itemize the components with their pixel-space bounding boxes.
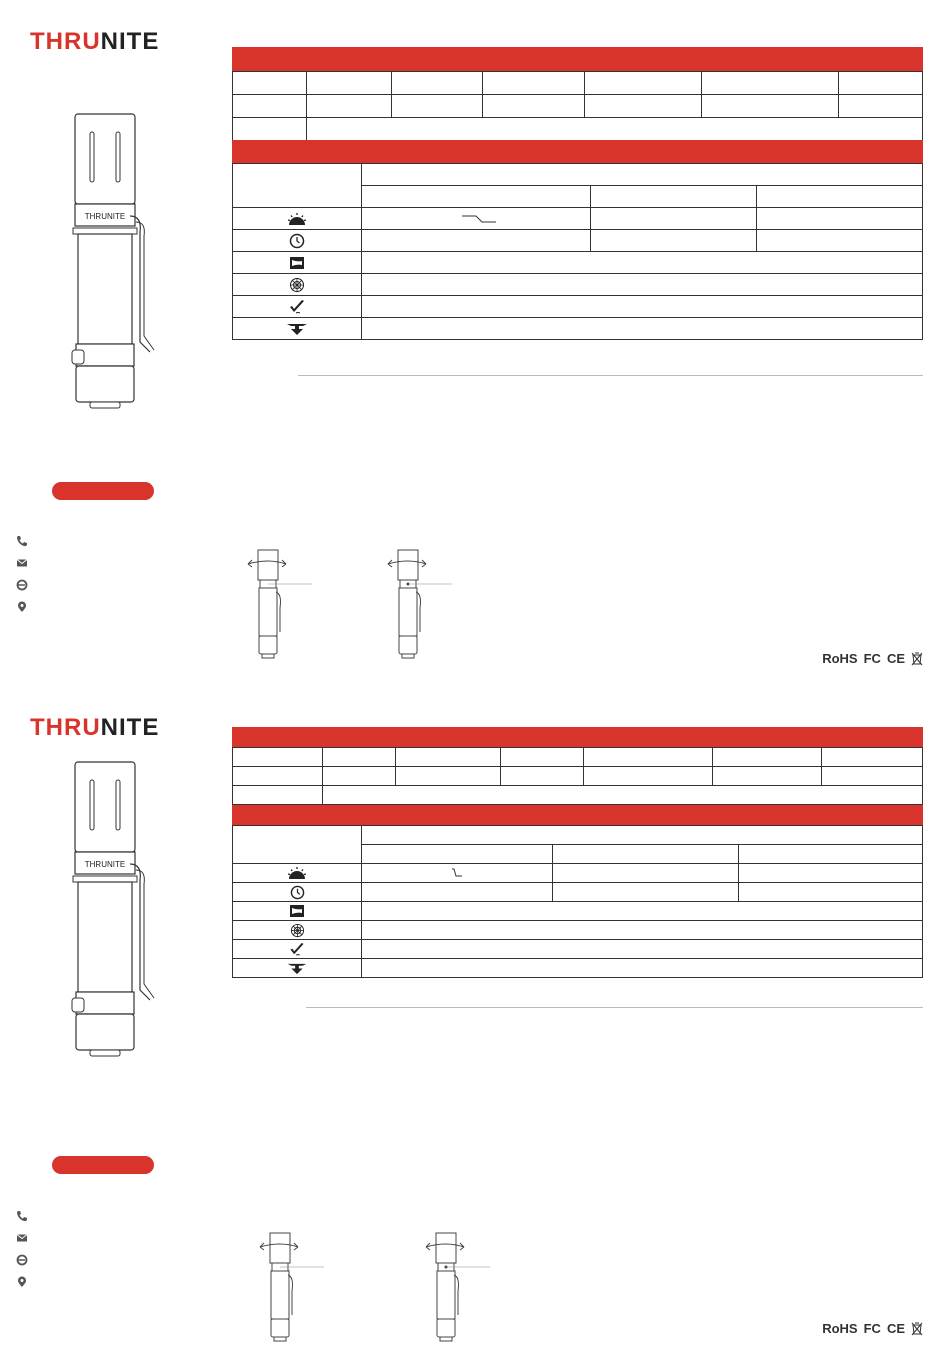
spec-table	[232, 71, 923, 141]
brand-logo: THRUNITE	[30, 714, 160, 741]
brightness-row-label	[233, 208, 362, 230]
mail-icon	[16, 557, 28, 569]
waterproof-icon	[288, 942, 306, 957]
mail-icon	[16, 1232, 28, 1244]
section-divider	[306, 1007, 923, 1008]
fcc-mark: FC	[863, 651, 881, 666]
fcc-mark: FC	[863, 1321, 881, 1336]
manual-panel-2	[0, 676, 950, 1353]
brightness-icon	[287, 212, 307, 226]
web-icon	[16, 579, 28, 591]
red-pill-label	[52, 482, 154, 500]
weee-bin-icon	[911, 652, 923, 666]
location-icon	[16, 1276, 28, 1288]
flashlight-illustration	[70, 112, 165, 412]
contact-icons	[16, 535, 28, 623]
clock-icon	[290, 885, 305, 900]
performance-table	[232, 825, 923, 978]
performance-table	[232, 163, 923, 340]
rohs-mark: RoHS	[822, 651, 858, 666]
section-divider	[298, 375, 923, 376]
ce-mark: CE	[886, 651, 905, 666]
red-pill-label	[52, 1156, 154, 1174]
performance-header-bar	[232, 140, 923, 163]
twist-diagram-1	[252, 1231, 332, 1347]
certification-marks	[822, 651, 923, 666]
step-line-icon	[450, 868, 464, 878]
rohs-mark: RoHS	[822, 1321, 858, 1336]
step-line-icon	[462, 214, 496, 224]
beam-distance-icon	[289, 904, 305, 918]
intensity-icon	[290, 923, 305, 938]
twist-diagram-2	[380, 548, 460, 664]
manual-panel-1	[0, 0, 950, 676]
contact-icons	[16, 1210, 28, 1298]
spec-table	[232, 747, 923, 805]
impact-resistance-icon	[285, 322, 309, 336]
weee-bin-icon	[911, 1322, 923, 1336]
phone-icon	[16, 1210, 28, 1222]
web-icon	[16, 1254, 28, 1266]
brightness-icon	[287, 866, 307, 880]
beam-distance-icon	[289, 256, 305, 270]
flashlight-brand-label: THRUNITE	[84, 860, 126, 869]
clock-icon	[289, 233, 305, 249]
phone-icon	[16, 535, 28, 547]
flashlight-illustration	[70, 760, 165, 1060]
waterproof-icon	[288, 299, 306, 315]
twist-diagram-1	[240, 548, 320, 664]
spec-header-bar	[232, 47, 923, 71]
twist-diagram-2	[418, 1231, 498, 1347]
spec-header-bar	[232, 727, 923, 747]
impact-resistance-icon	[285, 962, 309, 975]
intensity-icon	[289, 277, 305, 293]
ce-mark: CE	[886, 1321, 905, 1336]
flashlight-brand-label: THRUNITE	[84, 212, 126, 221]
brand-logo: THRUNITE	[30, 28, 160, 55]
location-icon	[16, 601, 28, 613]
performance-header-bar	[232, 805, 923, 825]
certification-marks	[822, 1321, 923, 1336]
